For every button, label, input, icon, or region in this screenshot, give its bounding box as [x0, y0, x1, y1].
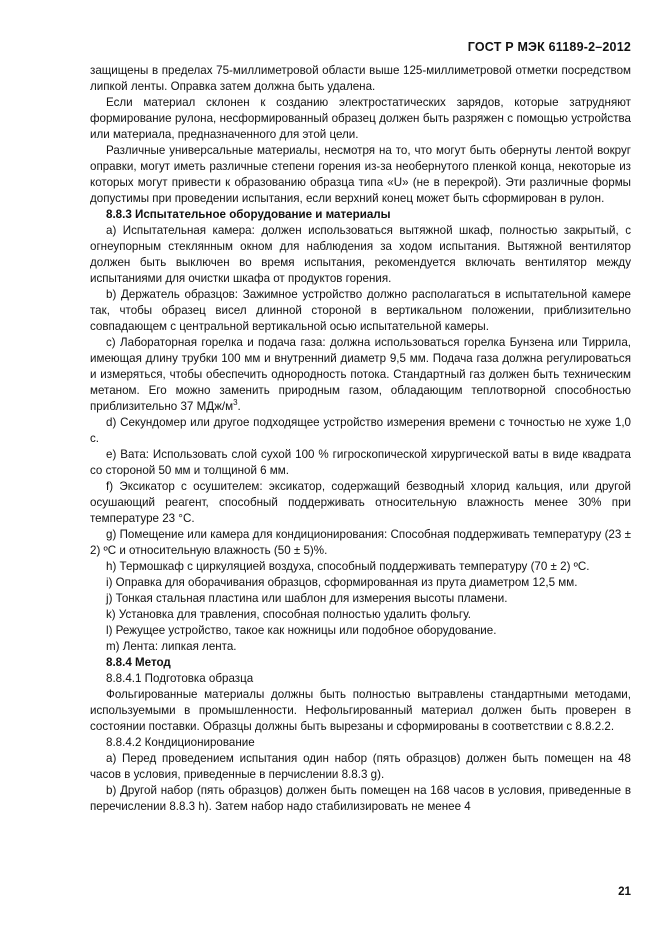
paragraph: k) Установка для травления, способная полностью удалить фольгу.: [106, 608, 471, 621]
paragraph: b) Другой набор (пять образцов) должен быть помещен на 168 часов в условия, приведенные в перечислении 8.8.3 h). Затем набор надо стабилизировать не менее 4: [90, 784, 631, 813]
page-number: 21: [618, 885, 631, 898]
paragraph: i) Оправка для оборачивания образцов, сформированная из прута диаметром 12,5 мм.: [106, 576, 578, 589]
paragraph: e) Вата: Использовать слой сухой 100 % гигроскопической хирургической ваты в виде квадрата со стороной 50 мм и толщиной 6 мм.: [90, 448, 631, 477]
subsection-title: 8.8.4.1 Подготовка образца: [106, 672, 254, 685]
paragraph: Различные универсальные материалы, несмотря на то, что могут быть обернуты лентой вокруг оправки, могут иметь различные степени горения из-за необернутого пленкой конца, некоторые из которых могут привести к образованию образца типа «U» (не в перекрой). Эти различные формы допустимы при проведении испытания, если верхний конец может быть сформирован в рулон.: [90, 144, 631, 205]
paragraph: [90, 335, 631, 415]
section-heading: 8.8.3 Испытательное оборудование и материалы: [106, 208, 391, 221]
paragraph: b) Держатель образцов: Зажимное устройство должно располагаться в испытательной камере так, чтобы образец висел длинной стороной в вертикальном положении, приблизительно совпадающем с центральной вертикальной осью испытательной камеры.: [90, 288, 631, 333]
paragraph: l) Режущее устройство, такое как ножницы или подобное оборудование.: [106, 624, 497, 637]
paragraph: Если материал склонен к созданию электростатических зарядов, которые затрудняют формирование рулона, несформированный образец должен быть разряжен с помощью устройства или материала, предназначенного для этой цели.: [90, 96, 631, 141]
paragraph: j) Тонкая стальная пластина или шаблон для измерения высоты пламени.: [106, 592, 508, 605]
paragraph-text: c) Лабораторная горелка и подача газа: должна использоваться горелка Бунзена или Тиррила, имеющая длину трубки 100 мм и внутренний диаметр 9,5 мм. Подача газа должна регулироваться и измеряться, чтобы обеспечить однородность потока. Стандартный газ должен быть техническим метаном. Его можно заменить природным газом, обладающим теплотворной способностью приблизительно 37 МДж/м: [90, 336, 631, 413]
paragraph: f) Эксикатор с осушителем: эксикатор, содержащий безводный хлорид кальция, или другой осушающий реагент, способный поддерживать относительную влажность менее 30% при температуре 23 °С.: [90, 480, 631, 525]
document-body: [90, 63, 631, 815]
paragraph-tail: .: [237, 400, 241, 413]
paragraph: a) Испытательная камера: должен использоваться вытяжной шкаф, полностью закрытый, с огнеупорным стеклянным окном для наблюдения за ходом испытания. Вытяжной вентилятор должен быть выключен во время испытания, рекомендуется включать вентилятор между испытаниями для очистки шкафа от продуктов горения.: [90, 224, 631, 285]
section-heading: 8.8.4 Метод: [106, 656, 171, 669]
paragraph: d) Секундомер или другое подходящее устройство измерения времени с точностью не хуже 1,0 с.: [90, 416, 631, 445]
paragraph: a) Перед проведением испытания один набор (пять образцов) должен быть помещен на 48 часов в условия, приведенные в перчислении 8.8.3 g).: [90, 752, 631, 781]
paragraph: Фольгированные материалы должны быть полностью вытравлены стандартными методами, используемыми в промышленности. Нефольгированный материал должен быть проверен в состоянии поставки. Образцы должны быть вырезаны и сформированы в соответствии с 8.8.2.2.: [90, 688, 631, 733]
paragraph: g) Помещение или камера для кондиционирования: Способная поддерживать температуру (23 ± 2) ºС и относительную влажность (50 ± 5)%.: [90, 528, 631, 557]
standard-header: ГОСТ Р МЭК 61189-2–2012: [467, 40, 631, 54]
paragraph: защищены в пределах 75-миллиметровой области выше 125-миллиметровой отметки посредством липкой ленты. Оправка затем должна быть удалена.: [90, 64, 631, 93]
paragraph: m) Лента: липкая лента.: [106, 640, 237, 653]
subsection-title: 8.8.4.2 Кондиционирование: [106, 736, 255, 749]
paragraph: h) Термошкаф с циркуляцией воздуха, способный поддерживать температуру (70 ± 2) ºС.: [106, 560, 590, 573]
superscript: 3: [233, 398, 238, 408]
